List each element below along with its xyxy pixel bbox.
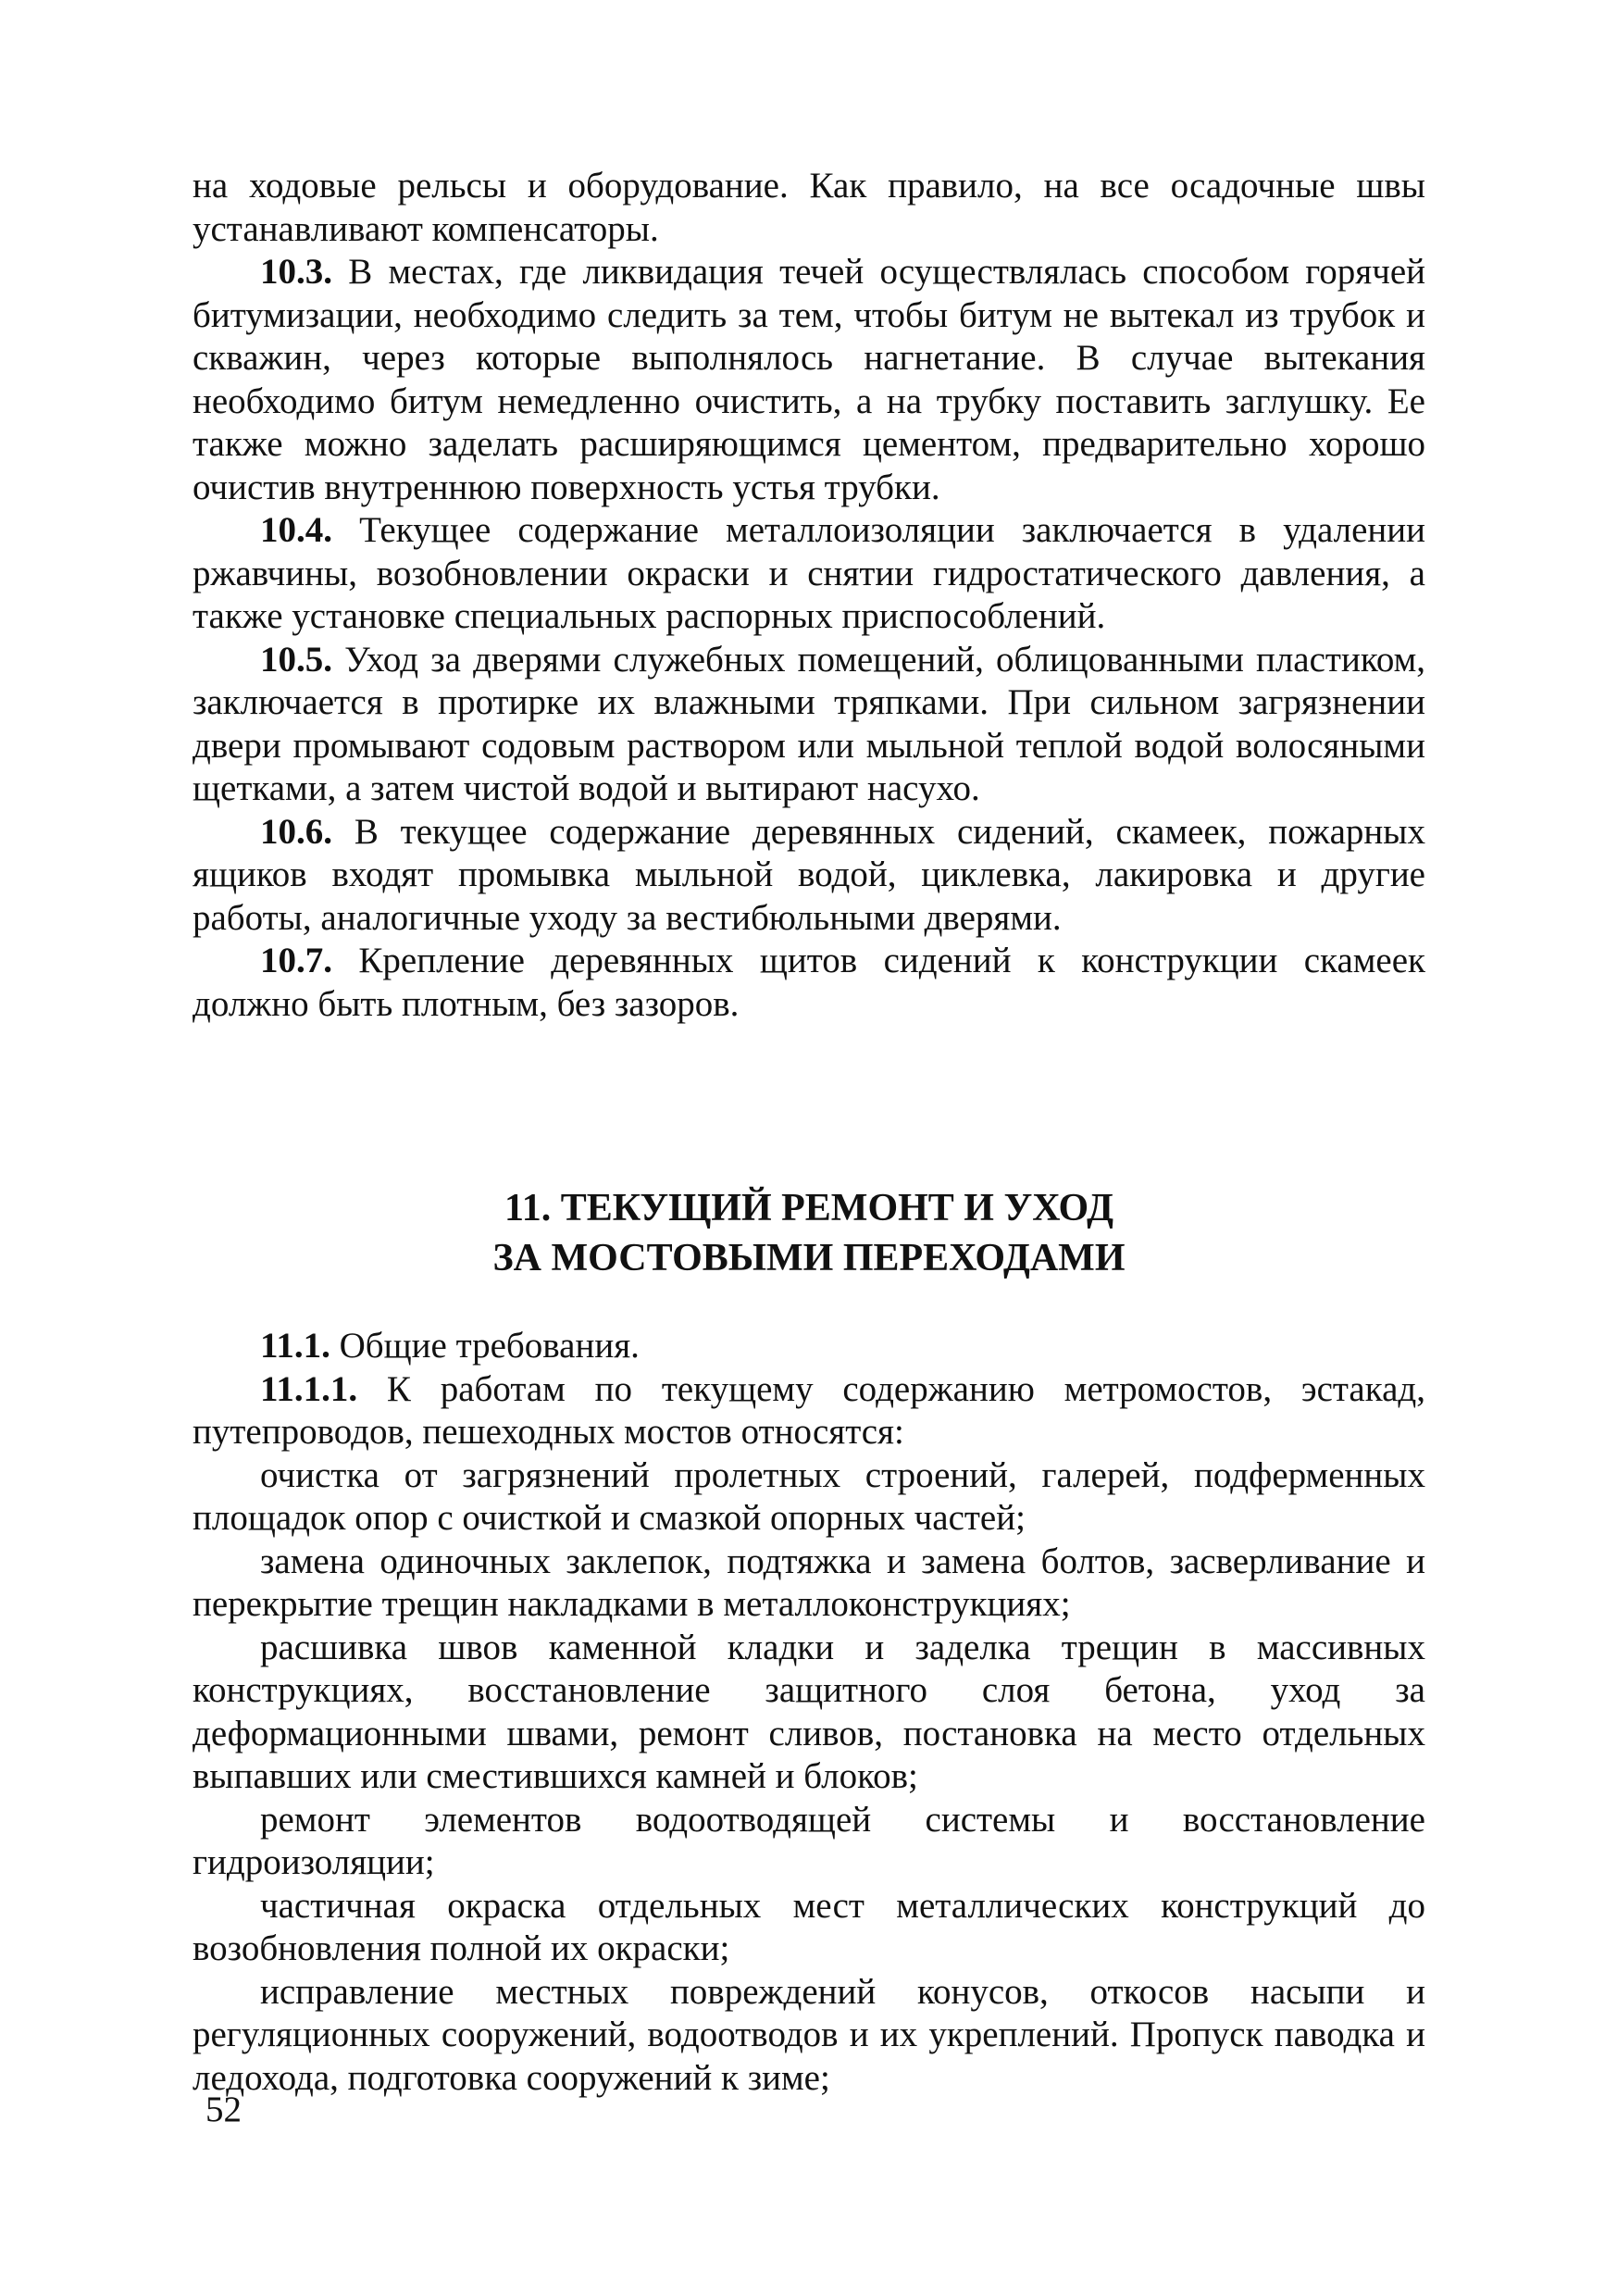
paragraph-10-4 [193,509,1425,639]
paragraph-text: Общие требования. [339,1326,640,1366]
paragraph-number: 10.7. [260,941,332,980]
paragraph-number: 10.4. [260,510,332,550]
section-heading-line-1: 11. ТЕКУЩИЙ РЕМОНТ И УХОД [504,1187,1113,1229]
paragraph-number: 10.6. [260,811,332,852]
paragraph-10-5 [193,639,1425,811]
paragraph-10-6 [193,811,1425,941]
paragraph-text: К работам по текущему содержанию метромостов, эстакад, путепроводов, пешеходных мостов относятся: [193,1368,1425,1452]
paragraph-number: 10.5. [260,639,332,680]
paragraph-continued [193,165,1425,251]
page-top-text [193,165,1425,1026]
list-item: замена одиночных заклепок, подтяжка и замена болтов, засверливание и перекрытие трещин накладками в металлоконструкциях; [193,1541,1425,1624]
list-item: частичная окраска отдельных мест металлических конструкций до возобновления полной их окраски; [193,1885,1425,1968]
paragraph-text: на ходовые рельсы и оборудование. Как правило, на все осадочные швы устанавливают компенсаторы. [193,166,1425,249]
list-item: ремонт элементов водоотводящей системы и восстановление гидроизоляции; [193,1799,1425,1882]
section-body [193,1325,1425,2100]
paragraph-text: В текущее содержание деревянных сидений, скамеек, пожарных ящиков входят промывка мыльной водой, циклевка, лакировка и другие работы, аналогичные уходу за вестибюльными дверями. [193,811,1425,938]
page-number: 52 [205,2090,242,2129]
paragraph-text: Уход за дверями служебных помещений, облицованными пластиком, заключается в протирке их влажными тряпками. При сильном загрязнении двери промывают содовым раствором или мыльной теплой водой волосяными щетками, а затем чистой водой и вытирают насухо. [193,639,1426,808]
paragraph-text: Крепление деревянных щитов сидений к конструкции скамеек должно быть плотным, без зазоров. [193,941,1426,1024]
paragraph-11-1-1 [193,1368,1425,1454]
paragraph-text: Текущее содержание металлоизоляции заключается в удалении ржавчины, возобновлении окраски и снятии гидростатического давления, а также установке специальных распорных приспособлений. [193,510,1426,636]
paragraph-number: 11.1. [260,1326,330,1366]
paragraph-10-7 [193,940,1425,1026]
paragraph-number: 11.1.1. [260,1368,358,1409]
section-heading-line-2: ЗА МОСТОВЫМИ ПЕРЕХОДАМИ [492,1237,1126,1279]
paragraph-11-1 [193,1325,1425,1368]
section-heading [193,1183,1425,1283]
paragraph-10-3 [193,251,1425,509]
list-item: очистка от загрязнений пролетных строений, галерей, подферменных площадок опор с очисткой и смазкой опорных частей; [193,1454,1425,1538]
paragraph-number: 10.3. [260,252,332,292]
list-item: исправление местных повреждений конусов, откосов насыпи и регуляционных сооружений, водоотводов и их укреплений. Пропуск паводка и ледохода, подготовка сооружений к зиме; [193,1971,1425,2098]
list-item: расшивка швов каменной кладки и заделка трещин в массивных конструкциях, восстановление защитного слоя бетона, уход за деформационными швами, ремонт сливов, постановка на место отдельных выпавших или сместившихся камней и блоков; [193,1627,1425,1796]
paragraph-text: В местах, где ликвидация течей осуществлялась способом горячей битумизации, необходимо следить за тем, чтобы битум не вытекал из трубок и скважин, через которые выполнялось нагнетание. В случае вытекания необходимо битум немедленно очистить, а на трубку поставить заглушку. Ее также можно заделать расширяющимся цементом, предварительно хорошо очистив внутреннюю поверхность устья трубки. [193,252,1425,507]
